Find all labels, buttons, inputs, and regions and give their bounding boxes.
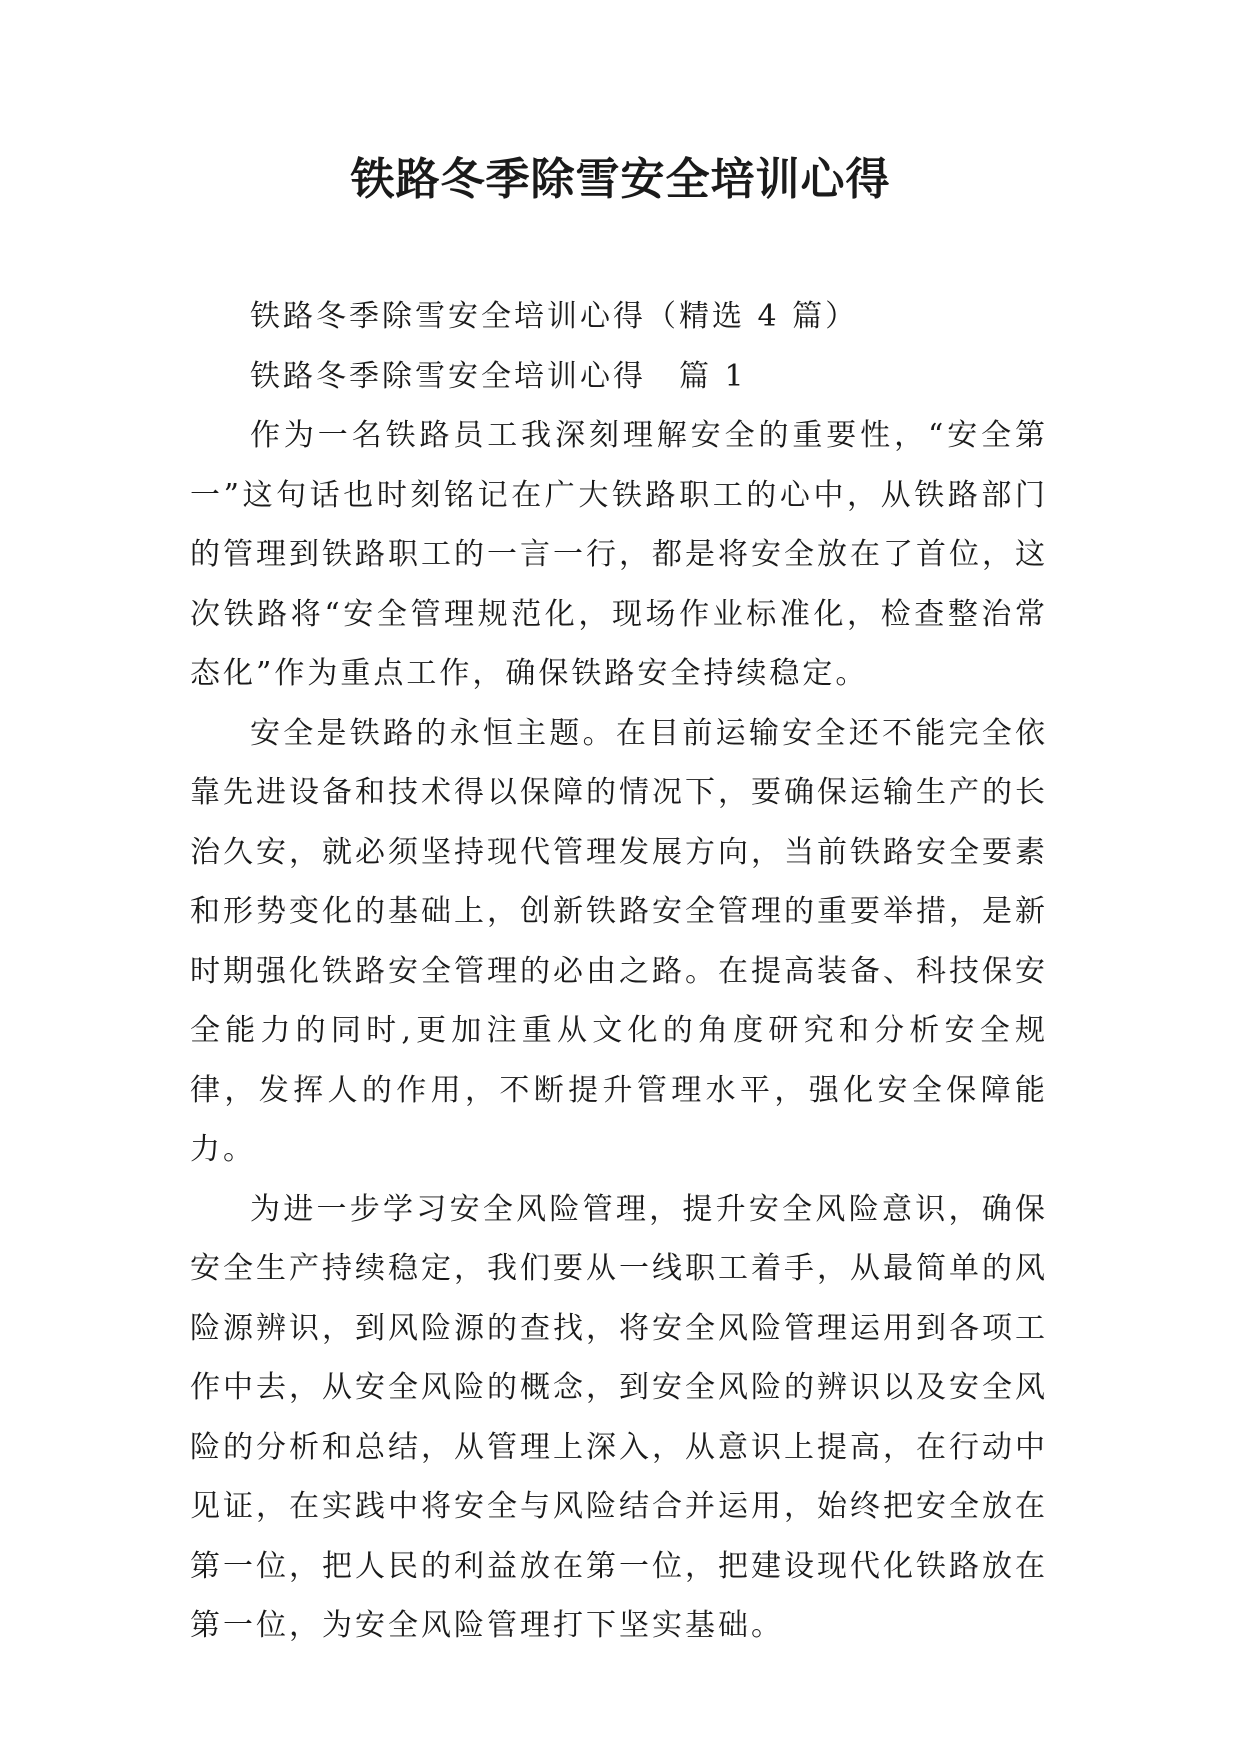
document-subtitle: 铁路冬季除雪安全培训心得（精选 4 篇）: [250, 299, 859, 334]
body-paragraph: 为进一步学习安全风险管理，提升安全风险意识，确保安全生产持续稳定，我们要从一线职工着手，从最简单的风险源辨识，到风险源的查找，将安全风险管理运用到各项工作中去，从安全风险的概念，到安全风险的辨识以及安全风险的分析和总结，从管理上深入，从意识上提高，在行动中见证，在实践中将安全与风险结合并运用，始终把安全放在第一位，把人民的利益放在第一位，把建设现代化铁路放在第一位，为安全风险管理打下坚实基础。: [190, 1191, 1048, 1643]
document-title: 铁路冬季除雪安全培训心得: [350, 154, 891, 205]
section-heading: 铁路冬季除雪安全培训心得 篇 1: [250, 358, 747, 394]
body-paragraph: 安全是铁路的永恒主题。在目前运输安全还不能完全依靠先进设备和技术得以保障的情况下，要确保运输生产的长治久安，就必须坚持现代管理发展方向，当前铁路安全要素和形势变化的基础上，创新铁路安全管理的重要举措，是新时期强化铁路安全管理的必由之路。在提高装备、科技保安全能力的同时,更加注重从文化的角度研究和分析安全规律，发挥人的作用，不断提升管理水平，强化安全保障能力。: [190, 715, 1048, 1167]
body-paragraph: 作为一名铁路员工我深刻理解安全的重要性，“安全第一”这句话也时刻铭记在广大铁路职工的心中，从铁路部门的管理到铁路职工的一言一行，都是将安全放在了首位，这次铁路将“安全管理规范化，现场作业标准化，检查整治常态化”作为重点工作，确保铁路安全持续稳定。: [190, 418, 1048, 691]
document-body: [190, 287, 1048, 1656]
